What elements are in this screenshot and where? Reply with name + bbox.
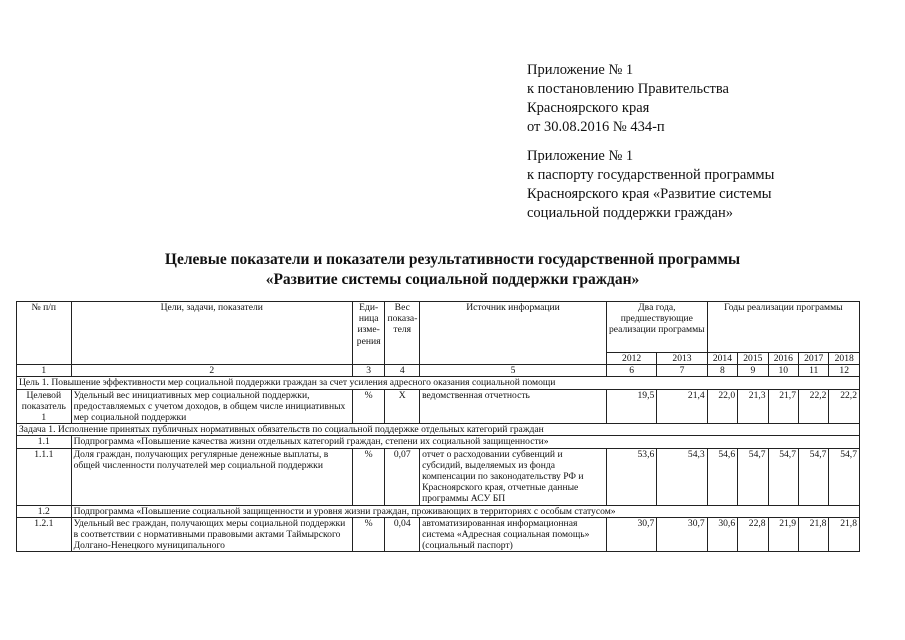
row-text: Удельный вес инициативных мер социальной поддержки, предоставляемых с учетом доходов, в общем числе инициативных мер социальной поддержки <box>71 389 352 424</box>
subprogram-text: Подпрограмма «Повышение качества жизни отдельных категорий граждан, степени их социальной защищенности» <box>71 436 859 448</box>
column-number: 11 <box>799 365 829 377</box>
subprogram-row <box>17 436 860 448</box>
target-indicator-row <box>17 389 860 424</box>
document-title-line-1: Целевые показатели и показатели результативности государственной программы <box>164 251 741 268</box>
column-number: 4 <box>385 365 420 377</box>
value-cell: 21,9 <box>768 517 798 552</box>
indicator-row <box>17 448 860 505</box>
value-cell: 30,7 <box>657 517 707 552</box>
row-weight: 0,07 <box>385 448 420 505</box>
column-number: 12 <box>829 365 860 377</box>
header-goals: Цели, задачи, показатели <box>71 302 352 365</box>
appendix-to-resolution <box>527 61 729 137</box>
year-cell: 2015 <box>738 353 768 365</box>
value-cell: 54,7 <box>738 448 768 505</box>
row-unit: % <box>352 389 385 424</box>
row-num: 1.2 <box>17 505 72 517</box>
appendix-to-passport <box>527 147 774 223</box>
value-cell: 54,7 <box>799 448 829 505</box>
appendix-line: Приложение № 1 <box>527 148 634 164</box>
column-number: 10 <box>768 365 798 377</box>
header-weight: Вес показа-теля <box>385 302 420 365</box>
appendix-line: Красноярского края «Развитие системы <box>527 186 772 202</box>
year-cell: 2012 <box>606 353 656 365</box>
task-row <box>17 424 860 436</box>
value-cell: 54,6 <box>707 448 737 505</box>
column-number: 9 <box>738 365 768 377</box>
value-cell: 30,6 <box>707 517 737 552</box>
document-title-line-2: «Развитие системы социальной поддержки граждан» <box>265 271 640 288</box>
year-cell: 2017 <box>799 353 829 365</box>
row-text: Доля граждан, получающих регулярные денежные выплаты, в общей численности получателей мер социальной поддержки <box>71 448 352 505</box>
appendix-line: к паспорту государственной программы <box>527 167 775 183</box>
value-cell: 22,2 <box>829 389 860 424</box>
appendix-line: социальной поддержки граждан» <box>527 205 733 221</box>
column-number: 7 <box>657 365 707 377</box>
value-cell: 54,7 <box>768 448 798 505</box>
appendix-line: к постановлению Правительства <box>527 81 729 97</box>
row-weight: 0,04 <box>385 517 420 552</box>
header-num: № п/п <box>17 302 72 365</box>
row-num: 1.1.1 <box>17 448 72 505</box>
header-prior-years: Два года, предшествующие реализации программы <box>606 302 707 353</box>
year-cell: 2014 <box>707 353 737 365</box>
indicator-row <box>17 517 860 552</box>
column-number-row <box>17 365 860 377</box>
row-unit: % <box>352 448 385 505</box>
column-number: 3 <box>352 365 385 377</box>
row-num: 1.1 <box>17 436 72 448</box>
subprogram-row <box>17 505 860 517</box>
column-number: 2 <box>71 365 352 377</box>
year-cell: 2013 <box>657 353 707 365</box>
value-cell: 54,3 <box>657 448 707 505</box>
column-number: 5 <box>420 365 607 377</box>
value-cell: 53,6 <box>606 448 656 505</box>
value-cell: 54,7 <box>829 448 860 505</box>
appendix-line: Красноярского края <box>527 100 650 116</box>
appendix-line: Приложение № 1 <box>527 62 634 78</box>
value-cell: 22,2 <box>799 389 829 424</box>
header-program-years: Годы реализации программы <box>707 302 859 353</box>
row-source: отчет о расходовании субвенций и субсидий, выделяемых из фонда компенсации по законодательству РФ и Красноярского края, отчетные данные программы АСУ БП <box>420 448 607 505</box>
row-text: Удельный вес граждан, получающих меры социальной поддержки в соответствии с нормативными правовыми актами Таймырского Долгано-Ненецкого муниципального <box>71 517 352 552</box>
indicators-table <box>16 301 860 552</box>
row-source: автоматизированная информационная система «Адресная социальная помощь» (социальный паспорт) <box>420 517 607 552</box>
value-cell: 21,8 <box>829 517 860 552</box>
year-cell: 2018 <box>829 353 860 365</box>
row-weight: X <box>385 389 420 424</box>
appendix-line: от 30.08.2016 № 434-п <box>527 119 665 135</box>
task-text: Задача 1. Исполнение принятых публичных нормативных обязательств по социальной поддержке отдельных категорий граждан <box>17 424 860 436</box>
subprogram-text: Подпрограмма «Повышение социальной защищенности и уровня жизни граждан, проживающих в территориях с особым статусом» <box>71 505 859 517</box>
value-cell: 21,4 <box>657 389 707 424</box>
column-number: 6 <box>606 365 656 377</box>
row-unit: % <box>352 517 385 552</box>
row-source: ведомственная отчетность <box>420 389 607 424</box>
column-number: 1 <box>17 365 72 377</box>
header-unit: Еди-ница изме-рения <box>352 302 385 365</box>
value-cell: 30,7 <box>606 517 656 552</box>
goal-row <box>17 377 860 389</box>
value-cell: 22,8 <box>738 517 768 552</box>
value-cell: 22,0 <box>707 389 737 424</box>
value-cell: 21,3 <box>738 389 768 424</box>
row-num: Целевой показатель 1 <box>17 389 72 424</box>
value-cell: 21,8 <box>799 517 829 552</box>
header-source: Источник информации <box>420 302 607 365</box>
year-cell: 2016 <box>768 353 798 365</box>
goal-text: Цель 1. Повышение эффективности мер социальной поддержки граждан за счет усиления адресного оказания социальной помощи <box>17 377 860 389</box>
value-cell: 21,7 <box>768 389 798 424</box>
column-number: 8 <box>707 365 737 377</box>
header-row <box>17 302 860 353</box>
row-num: 1.2.1 <box>17 517 72 552</box>
value-cell: 19,5 <box>606 389 656 424</box>
